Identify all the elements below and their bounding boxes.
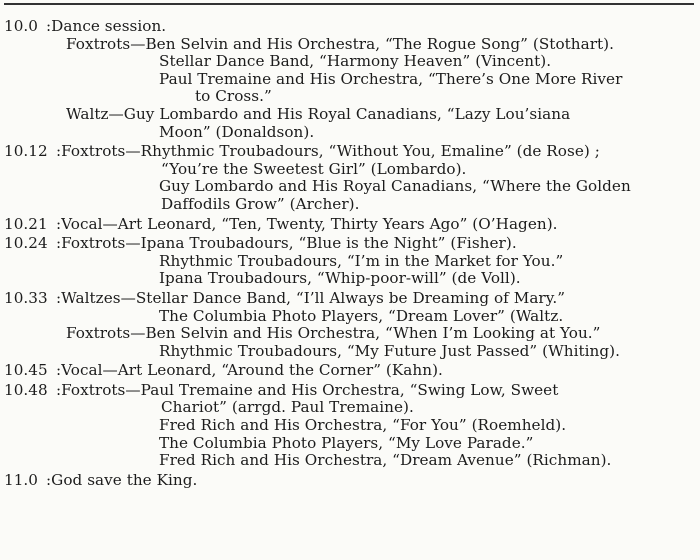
program-line-text: God save the King. [51, 470, 198, 489]
program-line-text: Foxtrots—Ben Selvin and His Orchestra, “The Rogue Song” (Stothart). [66, 34, 615, 53]
program-line [4, 178, 696, 196]
program-line-text: Foxtrots—Paul Tremaine and His Orchestra, “Swing Low, Sweet [61, 380, 559, 399]
program-line [4, 270, 696, 288]
program-line-text: Guy Lombardo and His Royal Canadians, “Where the Golden [159, 177, 631, 196]
program-line-text: Chariot” (arrgd. Paul Tremaine). [161, 398, 414, 417]
program-line: 10.24 :Foxtrots—Ipana Troubadours, “Blue is the Night” (Fisher). [4, 234, 517, 253]
program-line-text: Stellar Dance Band, “Harmony Heaven” (Vincent). [159, 52, 552, 71]
program-line [4, 253, 696, 271]
program-line-text: Waltzes—Stellar Dance Band, “I’ll Always be Dreaming of Mary.” [61, 288, 566, 307]
program-line [4, 161, 696, 179]
program-line-text: Rhythmic Troubadours, “My Future Just Passed” (Whiting). [159, 341, 620, 360]
program-line-text: Daffodils Grow” (Archer). [161, 194, 360, 213]
program-line [4, 124, 696, 142]
program-entry [4, 216, 696, 234]
program-line-text: Foxtrots—Rhythmic Troubadours, “Without You, Emaline” (de Rose) ; [61, 142, 600, 161]
program-line-text: Paul Tremaine and His Orchestra, “There’s One More River [159, 69, 623, 88]
program-time: 10.0 [4, 17, 39, 35]
program-line-text: Waltz—Guy Lombardo and His Royal Canadians, “Lazy Lou’siana [66, 104, 571, 123]
program-entry [4, 143, 696, 213]
program-line [4, 452, 696, 470]
program-line: 11.0 :God save the King. [4, 470, 198, 489]
top-rule [4, 3, 694, 5]
program-line [4, 325, 696, 343]
program-line-text: Fred Rich and His Orchestra, “Dream Avenue” (Richman). [159, 451, 612, 470]
program-line [4, 196, 696, 214]
program-time: 11.0 [4, 470, 39, 489]
program-entry [4, 362, 696, 380]
program-line-text: Moon” (Donaldson). [159, 122, 315, 141]
program-line [4, 71, 696, 89]
program-time: 10.45 [4, 361, 48, 380]
program-line-text: The Columbia Photo Players, “My Love Parade.” [159, 433, 534, 452]
program-line [4, 53, 696, 71]
program-line-text: Foxtrots—Ipana Troubadours, “Blue is the Night” (Fisher). [61, 234, 517, 253]
program-line-text: to Cross.” [195, 87, 272, 106]
program-line-text: Rhythmic Troubadours, “I’m in the Market for You.” [159, 251, 564, 270]
program-line [4, 106, 696, 124]
program-line-text: “You’re the Sweetest Girl” (Lombardo). [161, 159, 467, 178]
program-line: 10.12 :Foxtrots—Rhythmic Troubadours, “Without You, Emaline” (de Rose) ; [4, 142, 600, 161]
program-time: 10.48 [4, 380, 48, 399]
program-entry [4, 235, 696, 288]
program-line-text: Ipana Troubadours, “Whip-poor-will” (de Voll). [159, 269, 521, 288]
program-line-text: Dance session. [51, 17, 167, 35]
program-time: 10.12 [4, 142, 48, 161]
program-entry [4, 382, 696, 470]
program-entry [4, 18, 696, 141]
program-time: 10.24 [4, 234, 48, 253]
program-line [4, 88, 696, 106]
program-entry [4, 290, 696, 360]
program-line [4, 417, 696, 435]
program-line [4, 399, 696, 417]
program-line [4, 308, 696, 326]
program-line-text: Fred Rich and His Orchestra, “For You” (Roemheld). [159, 416, 567, 435]
program-line: 10.33 :Waltzes—Stellar Dance Band, “I’ll Always be Dreaming of Mary.” [4, 288, 566, 307]
program-line-text: The Columbia Photo Players, “Dream Lover” (Waltz. [159, 306, 564, 325]
program-time: 10.21 [4, 214, 48, 233]
program-line: 10.21 :Vocal—Art Leonard, “Ten, Twenty, Thirty Years Ago” (O’Hagen). [4, 214, 558, 233]
program-line-text: Vocal—Art Leonard, “Ten, Twenty, Thirty Years Ago” (O’Hagen). [61, 214, 558, 233]
program-line: 10.0 :Dance session. [4, 17, 167, 35]
program-line-text: Foxtrots—Ben Selvin and His Orchestra, “When I’m Looking at You.” [66, 324, 601, 343]
program-line [4, 435, 696, 453]
program-line: 10.48 :Foxtrots—Paul Tremaine and His Orchestra, “Swing Low, Sweet [4, 380, 559, 399]
program-line: 10.45 :Vocal—Art Leonard, “Around the Corner” (Kahn). [4, 361, 443, 380]
program-listing [4, 18, 696, 489]
program-line [4, 343, 696, 361]
program-time: 10.33 [4, 288, 48, 307]
program-entry [4, 472, 696, 490]
program-line [4, 36, 696, 54]
program-line-text: Vocal—Art Leonard, “Around the Corner” (Kahn). [61, 361, 443, 380]
